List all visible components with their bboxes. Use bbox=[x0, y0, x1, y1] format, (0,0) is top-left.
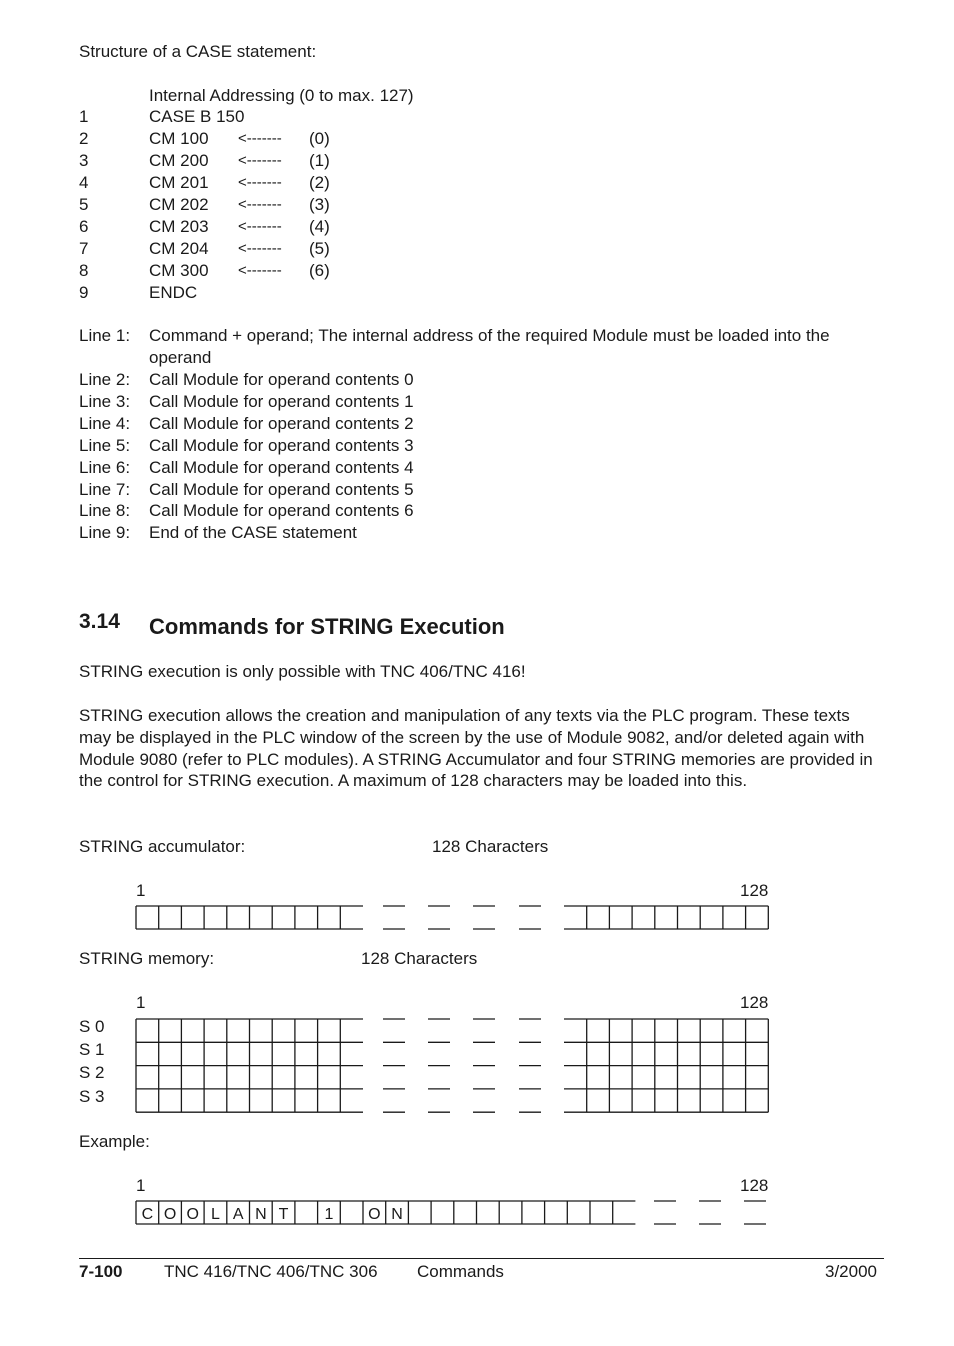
explanation-label: Line 7: bbox=[79, 480, 131, 499]
address-arrow: <------- bbox=[238, 240, 282, 257]
explanation-text: Call Module for operand contents 4 bbox=[149, 458, 414, 477]
line-number: 5 bbox=[79, 195, 89, 214]
line-number: 3 bbox=[79, 151, 89, 170]
addressing-header: Internal Addressing (0 to max. 127) bbox=[149, 86, 414, 105]
explanation-label: Line 4: bbox=[79, 414, 131, 433]
line-address: (6) bbox=[309, 261, 330, 280]
memory-row-label: S 1 bbox=[79, 1040, 105, 1059]
explanation-label: Line 5: bbox=[79, 436, 131, 455]
index-last: 128 bbox=[740, 881, 769, 900]
section-title: Commands for STRING Execution bbox=[149, 614, 505, 639]
explanation-label: Line 8: bbox=[79, 501, 131, 520]
footer-model: TNC 416/TNC 406/TNC 306 bbox=[164, 1262, 378, 1281]
address-arrow: <------- bbox=[238, 196, 282, 213]
line-address: (1) bbox=[309, 151, 330, 170]
example-char: O bbox=[163, 1206, 177, 1223]
address-arrow: <------- bbox=[238, 218, 282, 235]
explanation-text: End of the CASE statement bbox=[149, 523, 357, 542]
line-command: CM 204 bbox=[149, 239, 209, 258]
line-number: 8 bbox=[79, 261, 89, 280]
example-char: A bbox=[232, 1206, 244, 1223]
address-arrow: <------- bbox=[238, 130, 282, 147]
memory-label: STRING memory: bbox=[79, 949, 215, 968]
explanation-continuation: operand bbox=[149, 348, 212, 367]
explanation-label: Line 9: bbox=[79, 523, 131, 542]
memory-grid bbox=[136, 1019, 768, 1112]
line-address: (2) bbox=[309, 173, 330, 192]
accumulator-size: 128 Characters bbox=[432, 837, 549, 856]
explanation-text: Command + operand; The internal address of the required Module must be loaded into the bbox=[149, 326, 830, 345]
index-first: 1 bbox=[136, 881, 146, 900]
example-char: O bbox=[186, 1206, 199, 1223]
example-char: O bbox=[368, 1206, 381, 1223]
line-command: CM 202 bbox=[149, 195, 209, 214]
line-command: CASE B 150 bbox=[149, 107, 245, 126]
line-number: 6 bbox=[79, 217, 89, 236]
line-address: (0) bbox=[309, 129, 330, 148]
example-grid bbox=[136, 1201, 766, 1224]
line-command: ENDC bbox=[149, 283, 198, 302]
index-last: 128 bbox=[740, 1176, 769, 1195]
example-char: N bbox=[391, 1206, 403, 1223]
explanation-text: Call Module for operand contents 6 bbox=[149, 501, 414, 520]
explanation-text: Call Module for operand contents 1 bbox=[149, 392, 414, 411]
line-number: 4 bbox=[79, 173, 89, 192]
line-command: CM 203 bbox=[149, 217, 209, 236]
explanation-text: Call Module for operand contents 3 bbox=[149, 436, 414, 455]
footer-chapter: Commands bbox=[417, 1262, 504, 1281]
index-last: 128 bbox=[740, 993, 769, 1012]
line-command: CM 201 bbox=[149, 173, 209, 192]
explanation-label: Line 6: bbox=[79, 458, 131, 477]
example-char: C bbox=[141, 1206, 154, 1223]
accumulator-grid bbox=[136, 906, 768, 929]
line-command: CM 100 bbox=[149, 129, 209, 148]
index-first: 1 bbox=[136, 1176, 146, 1195]
line-address: (5) bbox=[309, 239, 330, 258]
example-char: L bbox=[210, 1206, 220, 1223]
explanation-text: Call Module for operand contents 2 bbox=[149, 414, 414, 433]
example-char: N bbox=[255, 1206, 267, 1223]
explanation-text: Call Module for operand contents 0 bbox=[149, 370, 414, 389]
footer-date: 3/2000 bbox=[825, 1262, 877, 1281]
footer-page-number: 7-100 bbox=[79, 1262, 123, 1281]
index-first: 1 bbox=[136, 993, 146, 1012]
example-label: Example: bbox=[79, 1132, 150, 1151]
accumulator-label: STRING accumulator: bbox=[79, 837, 246, 856]
line-number: 1 bbox=[79, 107, 89, 126]
line-number: 9 bbox=[79, 283, 89, 302]
string-note: STRING execution is only possible with TNC 406/TNC 416! bbox=[79, 662, 526, 681]
memory-size: 128 Characters bbox=[361, 949, 478, 968]
explanation-text: Call Module for operand contents 5 bbox=[149, 480, 414, 499]
explanation-label: Line 2: bbox=[79, 370, 131, 389]
line-address: (3) bbox=[309, 195, 330, 214]
example-char: T bbox=[278, 1206, 289, 1223]
section-number: 3.14 bbox=[79, 610, 120, 633]
case-intro: Structure of a CASE statement: bbox=[79, 42, 317, 61]
line-number: 7 bbox=[79, 239, 89, 258]
line-command: CM 200 bbox=[149, 151, 209, 170]
address-arrow: <------- bbox=[238, 174, 282, 191]
string-description: STRING execution allows the creation and manipulation of any texts via the PLC program. These texts may be displayed in the PLC window of the screen by the use of Module 9082, and/or deleted again with Module 9080 (refer to PLC modules). A STRING Accumulator and four STRING memories are provided in the control for STRING execution. A maximum of 128 characters may be loaded into this. bbox=[79, 706, 873, 791]
line-address: (4) bbox=[309, 217, 330, 236]
memory-row-label: S 2 bbox=[79, 1063, 105, 1082]
memory-row-label: S 0 bbox=[79, 1017, 105, 1036]
explanation-label: Line 1: bbox=[79, 326, 131, 345]
footer-rule bbox=[79, 1258, 884, 1259]
memory-row-label: S 3 bbox=[79, 1087, 105, 1106]
explanation-label: Line 3: bbox=[79, 392, 131, 411]
address-arrow: <------- bbox=[238, 152, 282, 169]
line-number: 2 bbox=[79, 129, 89, 148]
line-command: CM 300 bbox=[149, 261, 209, 280]
address-arrow: <------- bbox=[238, 262, 282, 279]
example-char: 1 bbox=[324, 1206, 334, 1223]
